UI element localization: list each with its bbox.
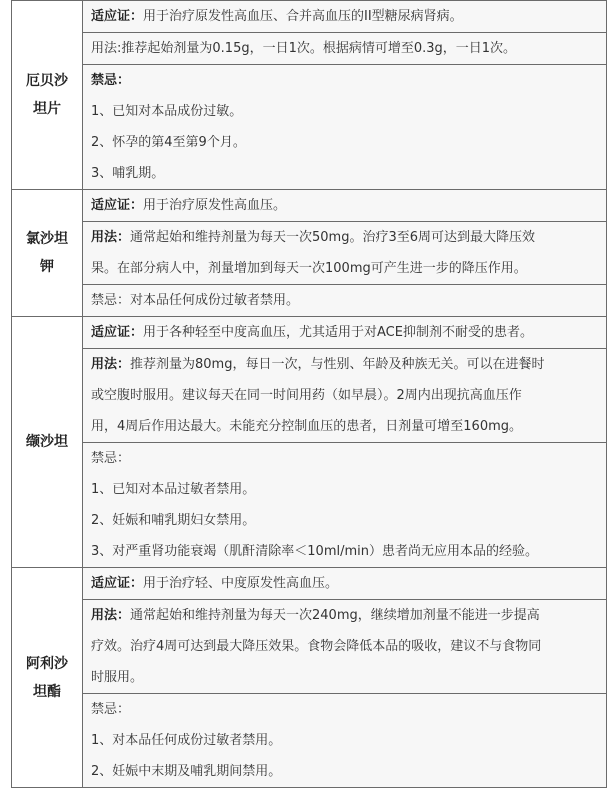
- usage-cell: [83, 222, 607, 285]
- table-row: [12, 568, 607, 600]
- usage-text: 推荐起始剂量为0.15g，一日1次。根据病情可增至0.3g，一日1次。: [121, 41, 517, 56]
- drug-table: [11, 0, 607, 788]
- drug-name-cell: [12, 568, 83, 788]
- drug-name: 阿利沙: [26, 655, 68, 672]
- indication-cell: [83, 1, 607, 33]
- contra-item: 3、对严重肾功能衰竭（肌酐清除率＜10ml/min）患者尚无应用本品的经验。: [91, 544, 538, 559]
- indication-label: 适应证：: [91, 576, 144, 591]
- indication-text: 用于治疗轻、中度原发性高血压。: [143, 576, 339, 591]
- indication-cell: [83, 317, 607, 349]
- contra-item: 3、哺乳期。: [91, 166, 165, 181]
- contra-text: 对本品任何成份过敏者禁用。: [130, 293, 300, 308]
- drug-name: 氯沙坦: [26, 231, 68, 247]
- table-row: [12, 285, 607, 317]
- contra-item: 1、已知对本品过敏者禁用。: [91, 482, 256, 497]
- contra-cell: [83, 443, 607, 568]
- usage-cell: [83, 33, 607, 65]
- drug-name: 厄贝沙: [26, 73, 68, 89]
- table-row: [12, 443, 607, 568]
- table-row: [12, 349, 607, 443]
- table-row: [12, 1, 607, 33]
- usage-text: 或空腹时服用。建议每天在同一时间用药（如早晨）。2周内出现抗高血压作: [91, 388, 522, 403]
- table-row: [12, 317, 607, 349]
- usage-label: 用法：: [91, 357, 131, 372]
- contra-label: 禁忌：: [91, 451, 131, 466]
- indication-label: 适应证：: [91, 198, 144, 213]
- table-row: [12, 222, 607, 285]
- indication-text: 用于各种轻至中度高血压，尤其适用于对ACE抑制剂不耐受的患者。: [143, 325, 533, 340]
- usage-cell: [83, 600, 607, 694]
- usage-label: 用法:: [91, 41, 122, 56]
- usage-text: 时服用。: [91, 670, 144, 685]
- usage-text: 通常起始和维持剂量为每天一次50mg。治疗3至6周可达到最大降压效: [130, 230, 536, 245]
- contra-label: 禁忌：: [91, 73, 131, 88]
- indication-cell: [83, 568, 607, 600]
- drug-name: 缬沙坦: [26, 434, 68, 450]
- table-row: [12, 33, 607, 65]
- contra-label: 禁忌：: [91, 702, 131, 717]
- contra-cell: [83, 285, 607, 317]
- indication-text: 用于治疗原发性高血压。: [143, 198, 287, 213]
- indication-label: 适应证：: [91, 325, 144, 340]
- usage-text: 通常起始和维持剂量为每天一次240mg，继续增加剂量不能进一步提高: [130, 608, 540, 623]
- contra-item: 2、怀孕的第4至第9个月。: [91, 135, 246, 150]
- usage-text: 疗效。治疗4周可达到最大降压效果。食物会降低本品的吸收，建议不与食物同: [91, 639, 542, 654]
- contra-label: 禁忌：: [91, 293, 131, 308]
- contra-item: 1、对本品任何成份过敏者禁用。: [91, 733, 282, 748]
- drug-name-cell: [12, 190, 83, 317]
- drug-name: 钾: [40, 259, 54, 275]
- drug-name-cell: [12, 1, 83, 190]
- table-row: [12, 65, 607, 190]
- drug-name: 坦片: [33, 101, 61, 117]
- contra-item: 2、妊娠中末期及哺乳期间禁用。: [91, 764, 282, 779]
- usage-text: 用，4周后作用达最大。未能充分控制血压的患者，日剂量可增至160mg。: [91, 419, 522, 434]
- contra-cell: [83, 65, 607, 190]
- usage-text: 果。在部分病人中，剂量增加到每天一次100mg可产生进一步的降压作用。: [91, 261, 527, 276]
- contra-item: 1、已知对本品成份过敏。: [91, 104, 243, 119]
- indication-label: 适应证：: [91, 9, 144, 24]
- drug-name-cell: [12, 317, 83, 568]
- table-row: [12, 694, 607, 788]
- contra-cell: [83, 694, 607, 788]
- indication-cell: [83, 190, 607, 222]
- usage-label: 用法：: [91, 230, 131, 245]
- usage-label: 用法：: [91, 608, 131, 623]
- contra-item: 2、妊娠和哺乳期妇女禁用。: [91, 513, 256, 528]
- usage-text: 推荐剂量为80mg，每日一次，与性别、年龄及种族无关。可以在进餐时: [130, 357, 545, 372]
- usage-cell: [83, 349, 607, 443]
- indication-text: 用于治疗原发性高血压、合并高血压的II型糖尿病肾病。: [143, 9, 463, 24]
- drug-name: 坦酯: [33, 683, 61, 700]
- table-row: [12, 190, 607, 222]
- table-row: [12, 600, 607, 694]
